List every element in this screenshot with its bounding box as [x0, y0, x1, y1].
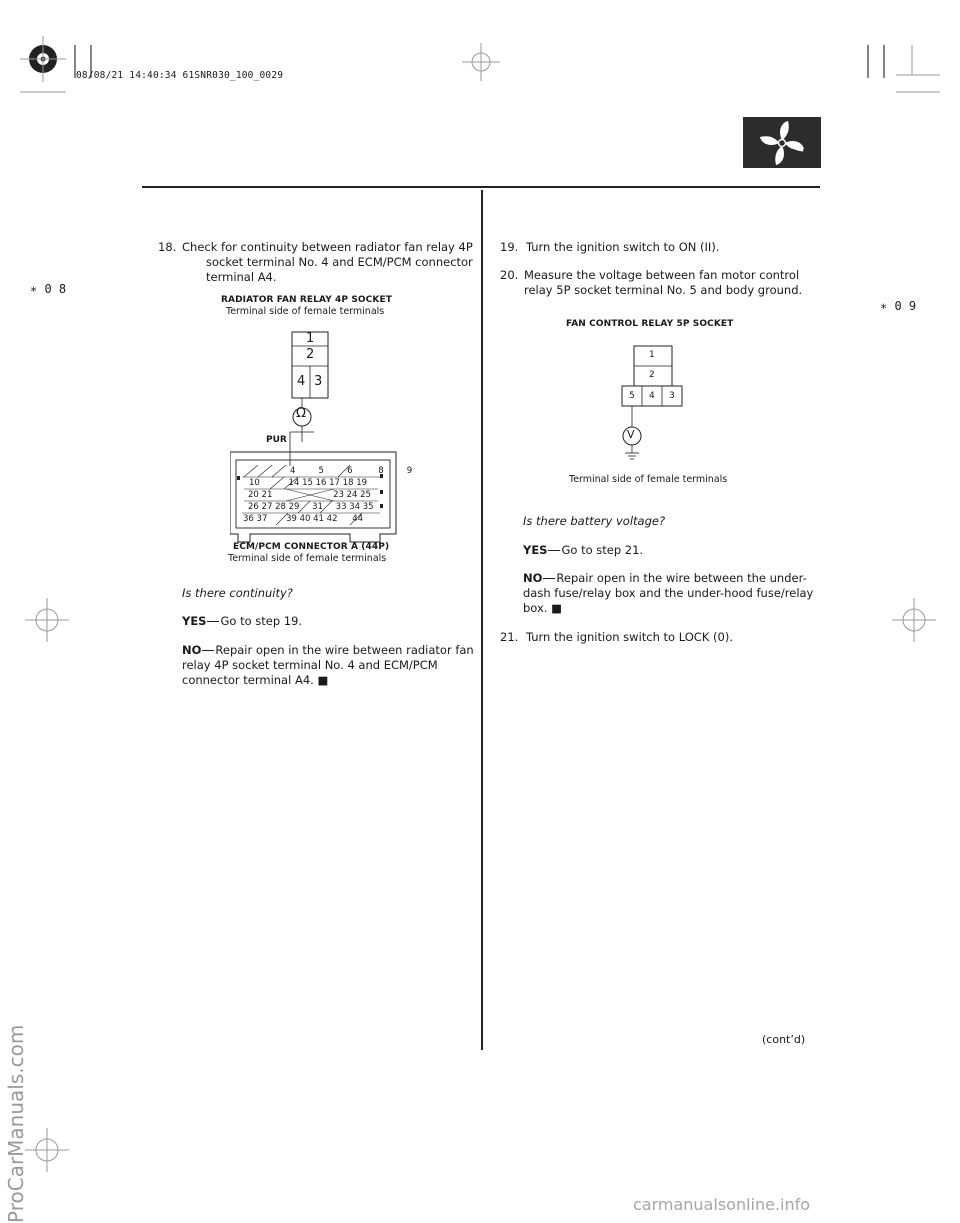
step-18-number: 18. — [158, 240, 177, 254]
cooling-fan-icon — [743, 117, 821, 168]
fan-relay-pin-4: 4 — [649, 391, 655, 401]
right-no — [523, 571, 823, 616]
ecm-row-4 — [248, 502, 374, 512]
no-label: NO — [523, 571, 543, 585]
ecm-pin: 26 — [248, 502, 259, 512]
ecm-pin: 8 — [378, 466, 384, 476]
ecm-pin: 21 — [261, 490, 273, 500]
step-19 — [500, 240, 719, 255]
end-of-step-mark: ■ — [317, 673, 329, 687]
ecm-pin: 16 — [315, 478, 327, 488]
fan-relay-pin-3: 3 — [669, 391, 675, 401]
ecm-pin: 34 — [349, 502, 361, 512]
ecm-pin: 40 — [299, 514, 311, 524]
fan-relay-socket-subtitle: Terminal side of female terminals — [569, 474, 728, 485]
right-yes — [523, 543, 643, 558]
ecm-row-5 — [243, 514, 363, 524]
no-label: NO — [182, 643, 202, 657]
no-line-1: Repair open in the wire between radiator fan — [215, 643, 474, 657]
ecm-pin: 44 — [352, 514, 364, 524]
ecm-pin: 6 — [347, 466, 353, 476]
bottom-watermark: carmanualsonline.info — [633, 1195, 811, 1214]
ecm-pin: 18 — [342, 478, 354, 488]
ecm-pin: 27 — [261, 502, 273, 512]
ecm-row-2 — [249, 478, 367, 488]
continued-note: (cont’d) — [762, 1033, 806, 1046]
yes-text: Go to step 19. — [220, 614, 303, 628]
ohmmeter-icon: Ω — [296, 406, 306, 421]
ecm-pin: 37 — [256, 514, 268, 524]
voltage-question: Is there battery voltage? — [523, 514, 666, 528]
ecm-pin: 19 — [356, 478, 368, 488]
no-line-3: box. — [523, 601, 548, 615]
ecm-pin: 28 — [275, 502, 286, 512]
ecm-pin: 39 — [286, 514, 297, 524]
step-21-number: 21. — [500, 630, 519, 644]
ecm-pin: 17 — [329, 478, 340, 488]
ecm-pin: 14 — [288, 478, 300, 488]
ecm-pin: 9 — [406, 466, 413, 476]
ecm-pin: 33 — [335, 502, 347, 512]
step-20-number: 20. — [500, 268, 519, 282]
ecm-pin: 15 — [302, 478, 313, 488]
ecm-pin: 24 — [346, 490, 358, 500]
radiator-pin-3: 3 — [314, 374, 323, 389]
ecm-pin: 35 — [362, 502, 374, 512]
wire-color-label: PUR — [266, 435, 287, 445]
yes-text: Go to step 21. — [561, 543, 644, 557]
yes-label: YES — [523, 543, 548, 557]
radiator-pin-1: 1 — [306, 331, 315, 346]
voltmeter-icon: V — [627, 428, 635, 441]
no-line-2: relay 4P socket terminal No. 4 and ECM/PCM — [182, 658, 438, 672]
column-divider — [481, 190, 483, 1050]
radiator-socket-subtitle: Terminal side of female terminals — [226, 306, 385, 317]
ecm-pin: 20 — [248, 490, 259, 500]
ecm-pin: 31 — [312, 502, 323, 512]
side-code-right: ∗ 0 9 — [880, 299, 917, 313]
step-19-number: 19. — [500, 240, 519, 254]
ecm-pin: 5 — [318, 466, 324, 476]
ecm-pin: 41 — [313, 514, 324, 524]
side-watermark: ProCarManuals.com — [4, 1024, 28, 1223]
fan-relay-pin-2: 2 — [649, 370, 655, 380]
ecm-pin: 4 — [290, 466, 296, 476]
ecm-row-1 — [290, 466, 412, 476]
yes-label: YES — [182, 614, 207, 628]
ecm-pin: 29 — [288, 502, 300, 512]
radiator-pin-4: 4 — [297, 374, 306, 389]
continuity-question: Is there continuity? — [182, 586, 293, 600]
left-no — [182, 643, 482, 688]
step-18-line-1: Check for continuity between radiator fan relay 4P — [182, 240, 473, 254]
step-18-line-3: terminal A4. — [206, 270, 277, 284]
no-line-1: Repair open in the wire between the under- — [556, 571, 807, 585]
ecm-pin: 10 — [249, 478, 260, 488]
ecm-row-3 — [248, 490, 371, 500]
ecm-connector-title: ECM/PCM CONNECTOR A (44P) — [233, 542, 390, 552]
no-line-2: dash fuse/relay box and the under-hood fuse/relay — [523, 586, 814, 600]
ecm-pin: 36 — [243, 514, 254, 524]
step-20-line-2: relay 5P socket terminal No. 5 and body ground. — [524, 283, 803, 297]
step-19-text: Turn the ignition switch to ON (II). — [525, 240, 720, 254]
fan-relay-pin-1: 1 — [649, 350, 655, 360]
radiator-pin-2: 2 — [306, 347, 315, 362]
fan-relay-pin-5: 5 — [629, 391, 635, 401]
step-20-line-1: Measure the voltage between fan motor control — [524, 268, 800, 282]
print-timestamp: 08/08/21 14:40:34 61SNR030_100_0029 — [76, 70, 284, 81]
fan-relay-socket-title: FAN CONTROL RELAY 5P SOCKET — [566, 319, 734, 329]
step-18 — [158, 240, 478, 285]
ecm-pin: 25 — [360, 490, 371, 500]
step-20 — [500, 268, 820, 298]
step-21 — [500, 630, 733, 645]
ecm-connector-subtitle: Terminal side of female terminals — [228, 553, 387, 564]
ecm-pin: 23 — [333, 490, 344, 500]
no-line-3: connector terminal A4. — [182, 673, 314, 687]
left-yes — [182, 614, 302, 629]
radiator-socket-title: RADIATOR FAN RELAY 4P SOCKET — [221, 295, 392, 305]
side-code-left: ∗ 0 8 — [30, 282, 67, 296]
end-of-step-mark: ■ — [551, 601, 562, 615]
header-rule — [142, 186, 820, 188]
step-21-text: Turn the ignition switch to LOCK (0). — [525, 630, 733, 644]
step-18-line-2: socket terminal No. 4 and ECM/PCM connector — [206, 255, 473, 269]
ecm-pin: 42 — [326, 514, 338, 524]
